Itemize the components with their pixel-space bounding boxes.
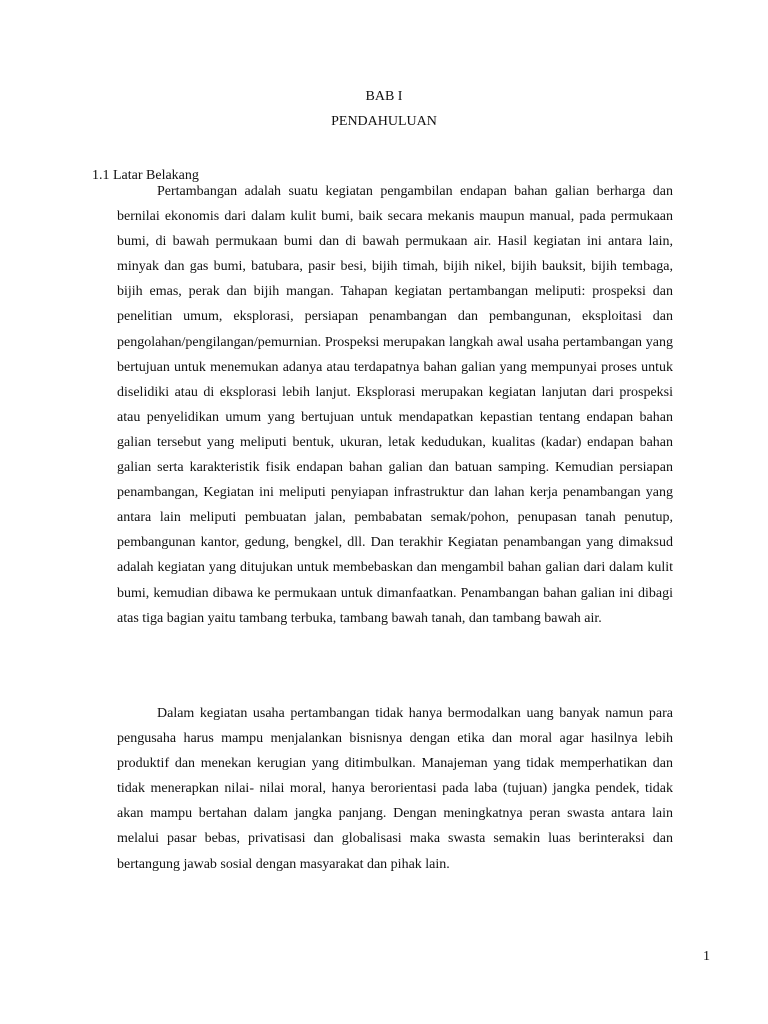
paragraph-2: Dalam kegiatan usaha pertambangan tidak hanya bermodalkan uang banyak namun para pengusaha harus mampu menjalankan bisnisnya dengan etika dan moral agar hasilnya lebih produktif dan menekan kerugian yang ditimbulkan. Manajeman yang tidak memperhatikan dan tidak menerapkan nilai- nilai moral, hanya berorientasi pada laba (tujuan) jangka pendek, tidak akan mampu bertahan dalam jangka panjang. Dengan meningkatnya peran swasta antara lain melalui pasar bebas, privatisasi dan globalisasi maka swasta semakin luas berinteraksi dan bertangung jawab sosial dengan masyarakat dan pihak lain. xyxy=(117,706,673,872)
chapter-number: BAB I xyxy=(365,89,403,104)
page-number: 1 xyxy=(703,949,710,964)
chapter-title: PENDAHULUAN xyxy=(331,114,437,129)
section-heading: 1.1 Latar Belakang xyxy=(92,168,199,183)
paragraph-1: Pertambangan adalah suatu kegiatan pengambilan endapan bahan galian berharga dan bernilai ekonomis dari dalam kulit bumi, baik secara mekanis maupun manual, pada permukaan bumi, di bawah permukaan bumi dan di bawah permukaan air. Hasil kegiatan ini antara lain, minyak dan gas bumi, batubara, pasir besi, bijih timah, bijih nikel, bijih bauksit, bijih tembaga, bijih emas, perak dan bijih mangan. Tahapan kegiatan pertambangan meliputi: prospeksi dan penelitian umum, eksplorasi, persiapan penambangan dan pembangunan, eksploitasi dan pengolahan/pengilangan/pemurnian. Prospeksi merupakan langkah awal usaha pertambangan yang bertujuan untuk menemukan adanya atau terdapatnya bahan galian yang mempunyai proses untuk diselidiki atau di eksplorasi lebih lanjut. Eksplorasi merupakan kegiatan lanjutan dari prospeksi atau penyelidikan umum yang bertujuan untuk mendapatkan kepastian tentang endapan bahan galian tersebut yang meliputi bentuk, ukuran, letak kedudukan, kualitas (kadar) endapan bahan galian serta karakteristik fisik endapan bahan galian dan batuan samping. Kemudian persiapan penambangan, Kegiatan ini meliputi penyiapan infrastruktur dan lahan kerja penambangan yang antara lain meliputi pembuatan jalan, pembabatan semak/pohon, penupasan tanah penutup, pembangunan kantor, gedung, bengkel, dll. Dan terakhir Kegiatan penambangan yang dimaksud adalah kegiatan yang ditujukan untuk membebaskan dan mengambil bahan galian dari dalam kulit bumi, kemudian dibawa ke permukaan untuk dimanfaatkan. Penambangan bahan galian ini dibagi atas tiga bagian yaitu tambang terbuka, tambang bawah tanah, dan tambang bawah air. xyxy=(117,184,673,626)
